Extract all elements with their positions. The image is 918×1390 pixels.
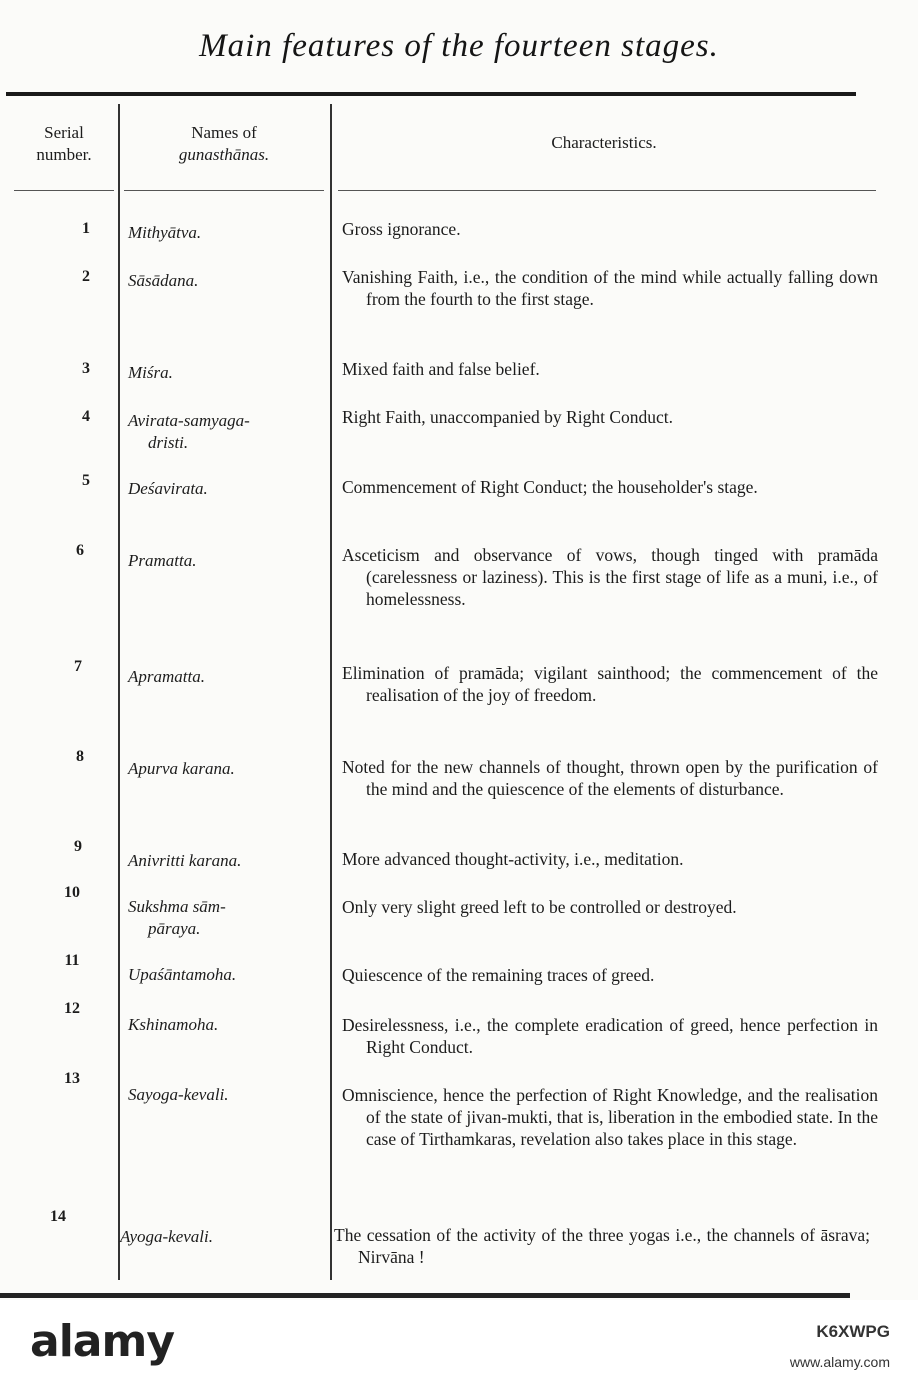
stage-name-line: Sukshma sām- (128, 897, 226, 916)
stage-name-line: Pramatta. (128, 551, 197, 570)
header-serial (14, 122, 114, 166)
stage-name (128, 410, 324, 454)
stage-name-line: Kshinamoha. (128, 1015, 219, 1034)
site-url: www.alamy.com (789, 1354, 890, 1370)
stage-name-line: pāraya. (148, 919, 201, 938)
row-number: 9 (74, 838, 82, 855)
stage-name (120, 1226, 316, 1248)
row-number: 10 (64, 884, 80, 901)
stage-name-line: Sayoga-kevali. (128, 1085, 229, 1104)
row-number: 5 (82, 472, 90, 489)
row-number: 3 (82, 360, 90, 377)
stage-name (128, 222, 324, 244)
stage-characteristics: Quiescence of the remaining traces of greed. (342, 965, 655, 985)
row-number: 7 (74, 658, 82, 675)
stage-characteristics: Right Faith, unaccompanied by Right Conduct. (342, 407, 674, 427)
page-title: Main features of the fourteen stages. (199, 28, 719, 64)
stage-characteristics: Only very slight greed left to be controlled or destroyed. (342, 897, 737, 917)
alamy-logo: alamy (30, 1316, 174, 1367)
stage-name (128, 964, 324, 986)
stage-characteristics: Desirelessness, i.e., the complete eradication of greed, hence perfection in Right Conduct. (342, 1015, 878, 1057)
stage-name-line: dristi. (148, 433, 189, 452)
stage-name-line: Miśra. (128, 363, 173, 382)
row-number: 13 (64, 1070, 80, 1087)
header-underline-1 (14, 190, 114, 191)
stage-name (128, 896, 324, 940)
stage-name (128, 850, 324, 872)
stage-name (128, 758, 324, 780)
stage-name (128, 550, 324, 572)
column-divider-2 (330, 104, 332, 1280)
bottom-rule (0, 1293, 850, 1298)
image-id: K6XWPG (816, 1322, 890, 1341)
stage-characteristics: Elimination of pramāda; vigilant sainthood; the commencement of the realisation of the joy of freedom. (342, 663, 878, 705)
stage-name-line: Avirata-samyaga- (128, 411, 250, 430)
stage-name-line: Ayoga-kevali. (120, 1227, 213, 1246)
header-serial-line2: number. (36, 145, 92, 164)
stage-name-line: Anivritti karana. (128, 851, 242, 870)
top-rule (6, 92, 856, 96)
stage-name-line: Mithyātva. (128, 223, 202, 242)
row-number: 1 (82, 220, 90, 237)
header-names (122, 122, 326, 166)
column-divider-1 (118, 104, 120, 1280)
header-underline-3 (338, 190, 876, 191)
stage-name (128, 478, 324, 500)
stage-name (128, 666, 324, 688)
stage-name (128, 362, 324, 384)
row-number: 6 (76, 542, 84, 559)
header-underline-2 (124, 190, 324, 191)
stage-characteristics: Omniscience, hence the perfection of Right Knowledge, and the realisation of the state of jivan-mukti, that is, liberation in the embodied state. In the case of Tirthamkaras, revelation also takes place in this stage. (342, 1085, 878, 1149)
header-characteristics: Characteristics. (551, 133, 657, 152)
stage-characteristics: Commencement of Right Conduct; the householder's stage. (342, 477, 758, 497)
stage-name-line: Sāsādana. (128, 271, 199, 290)
row-number: 8 (76, 748, 84, 765)
stage-name (128, 1084, 324, 1106)
stage-name-line: Upaśāntamoha. (128, 965, 237, 984)
row-number: 4 (82, 408, 90, 425)
row-number: 12 (64, 1000, 80, 1017)
stage-characteristics: More advanced thought-activity, i.e., meditation. (342, 849, 684, 869)
header-serial-line1: Serial (44, 123, 84, 142)
stage-characteristics: Noted for the new channels of thought, thrown open by the purification of the mind and the quiescence of the elements of disturbance. (342, 757, 878, 799)
stage-characteristics: Asceticism and observance of vows, though tinged with pramāda (carelessness or laziness). This is the first stage of life as a muni, i.e., of homelessness. (342, 545, 878, 609)
row-number: 2 (82, 268, 90, 285)
row-number: 14 (50, 1208, 66, 1225)
stage-characteristics: Gross ignorance. (342, 219, 461, 239)
stage-name (128, 270, 324, 292)
stage-characteristics: Vanishing Faith, i.e., the condition of the mind while actually falling down from the fourth to the first stage. (342, 267, 878, 309)
stage-name-line: Apurva karana. (128, 759, 235, 778)
header-names-line1: Names of (191, 123, 257, 142)
stage-characteristics: The cessation of the activity of the three yogas i.e., the channels of āsrava; Nirvāna ! (334, 1225, 870, 1267)
header-names-line2: gunasthānas. (178, 145, 270, 164)
stage-name-line: Deśavirata. (128, 479, 208, 498)
stage-characteristics: Mixed faith and false belief. (342, 359, 540, 379)
stage-name-line: Apramatta. (128, 667, 205, 686)
row-number: 11 (64, 952, 80, 969)
stage-name (128, 1014, 324, 1036)
